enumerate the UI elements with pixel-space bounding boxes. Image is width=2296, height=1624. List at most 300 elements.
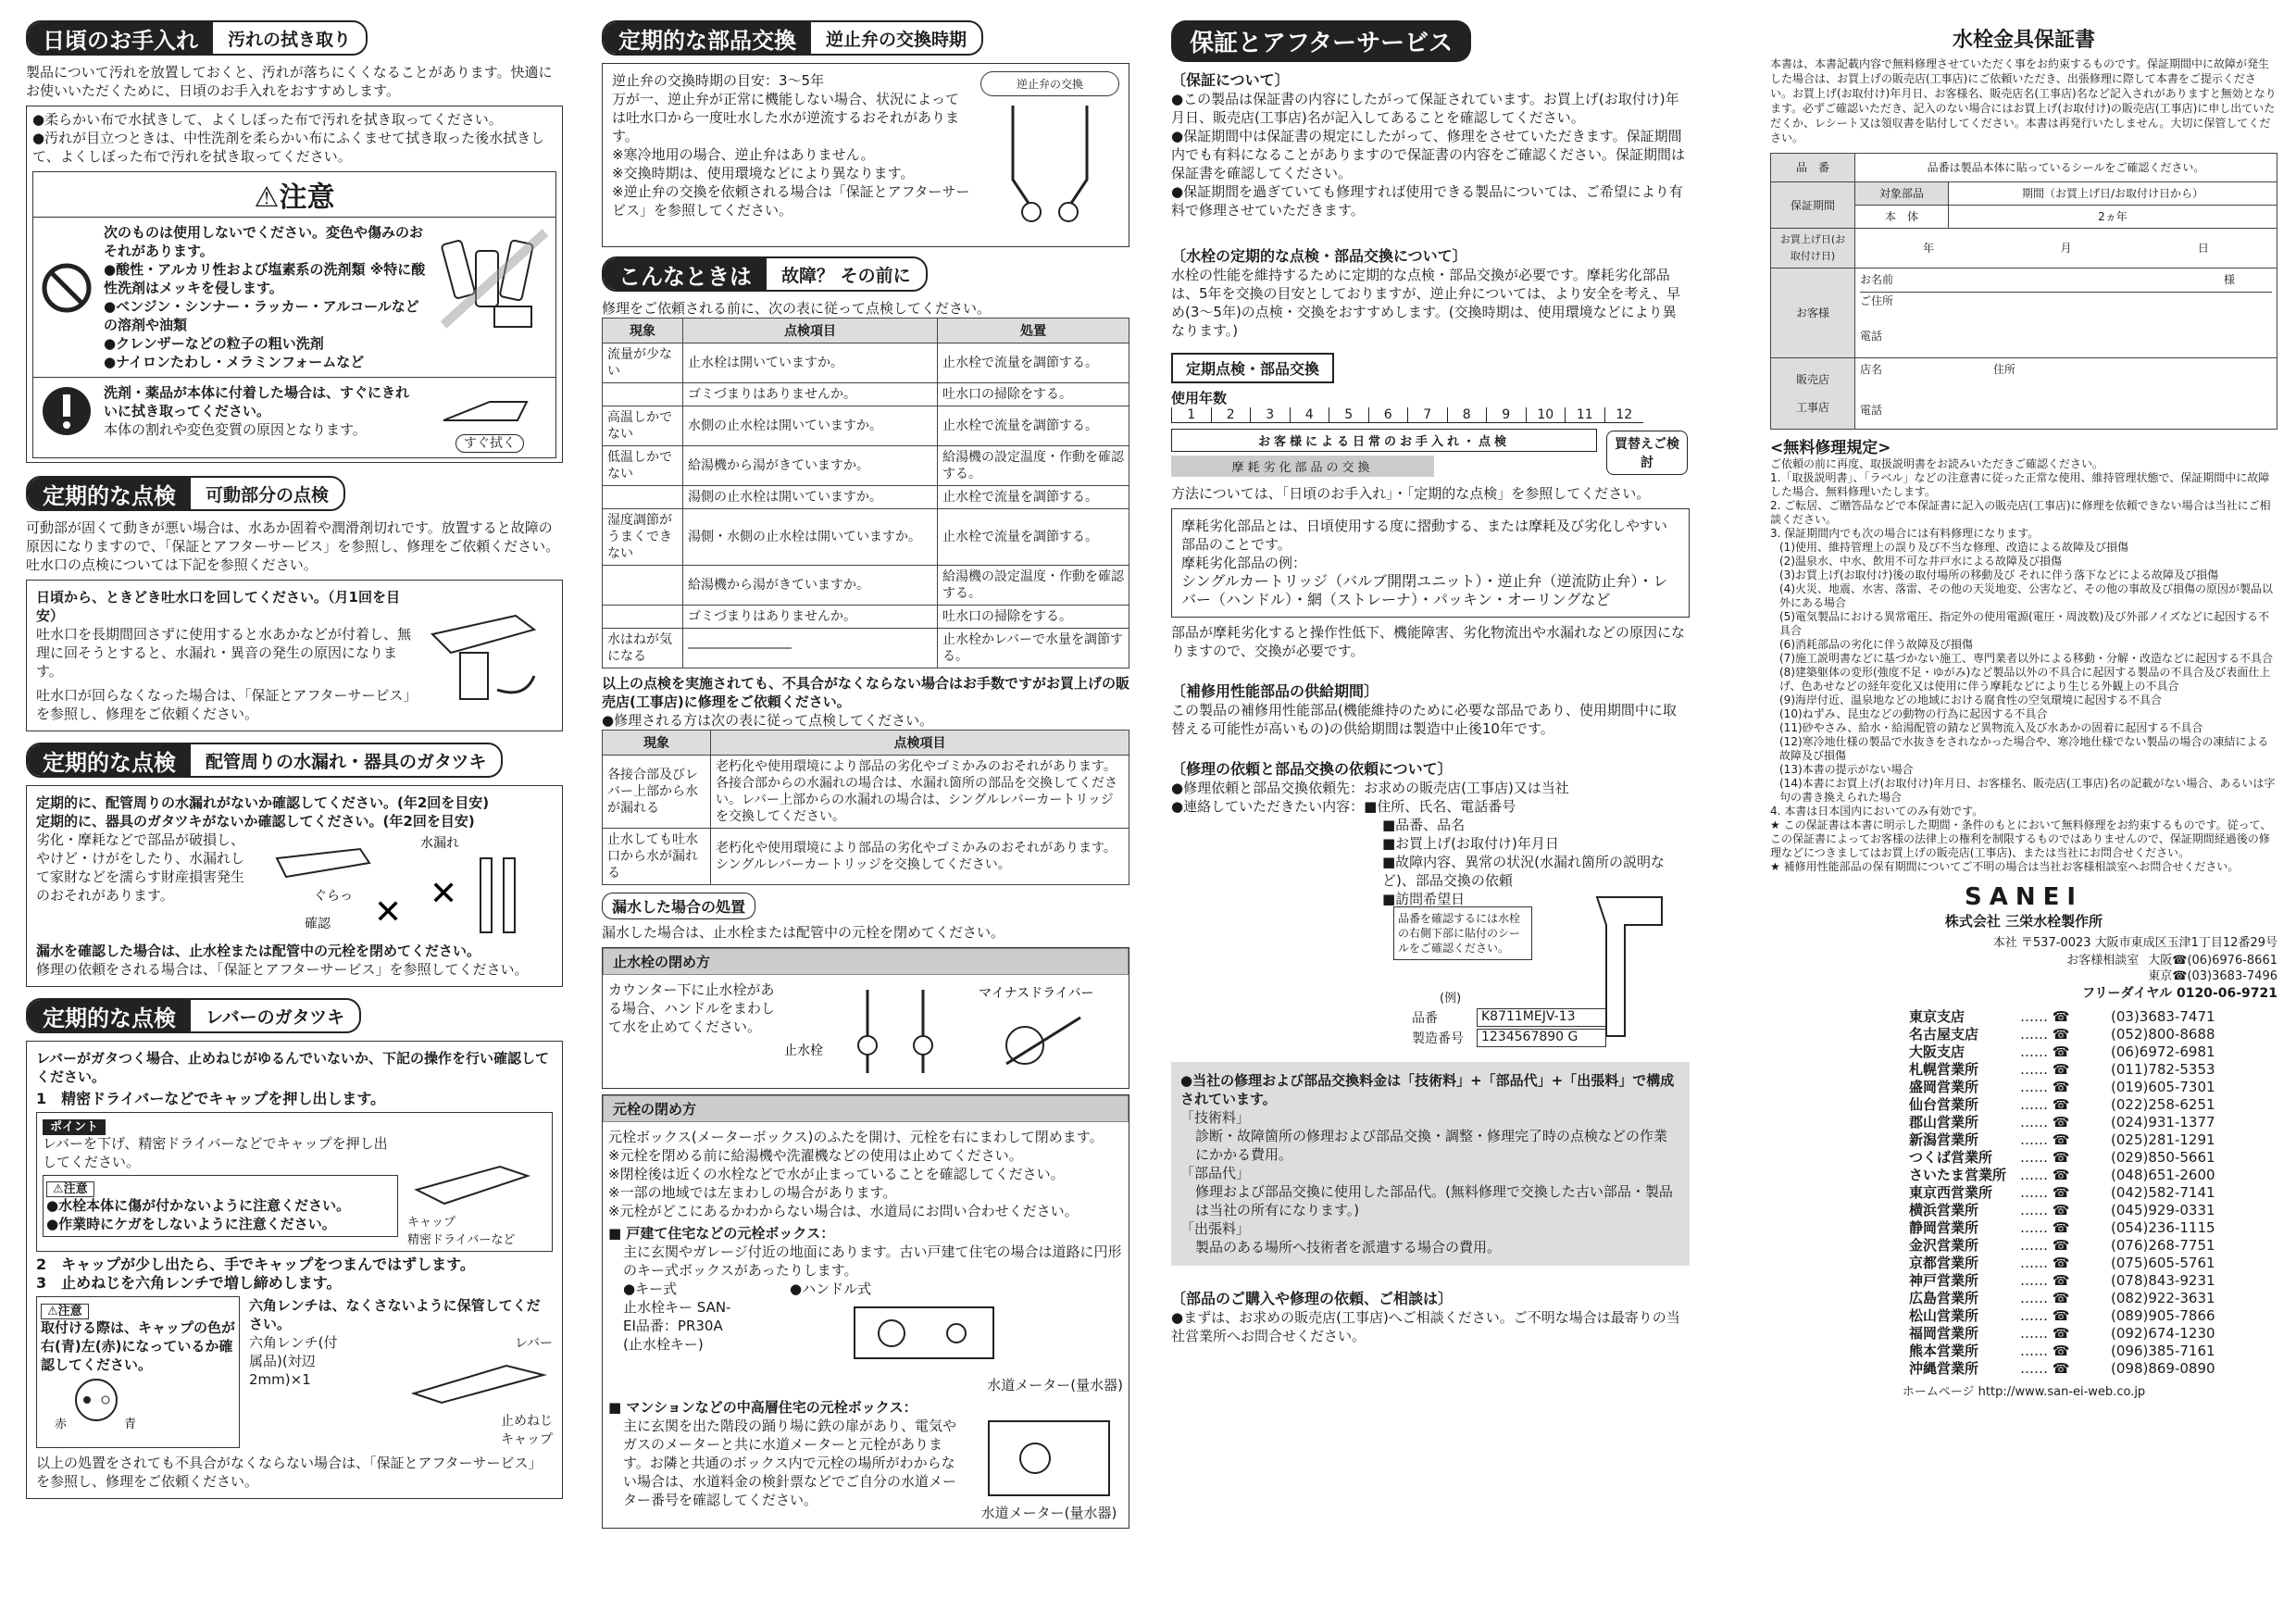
- product-number: K8711MEJV-13: [1477, 1008, 1606, 1027]
- leak-action-text: 漏水を確認した場合は、止水栓または配管中の元栓を閉めてください。: [36, 943, 481, 959]
- stop-valve-label: 止水栓: [784, 1043, 823, 1058]
- stop-valve-title: 止水栓の閉め方: [603, 948, 1129, 975]
- customer-service-label: お客様相談室: [2066, 954, 2140, 968]
- free-repair-item: (7)施工説明書などに基づかない施工、専門業者以外による移動・分解・改造などに起因する不具合: [1779, 652, 2274, 665]
- office-row: [1909, 1114, 2277, 1131]
- office-list: [1909, 1008, 2277, 1378]
- prohibited-icon: [39, 260, 94, 316]
- column-3: [1171, 20, 1690, 1345]
- table-cell: 吐水口の掃除をする。: [938, 606, 1129, 629]
- form-value: 期間（お買上げ日/お取付け日から）: [1949, 182, 2277, 206]
- cap-label: キャップ: [501, 1432, 553, 1447]
- fee-structure-title: ●当社の修理および部品交換料金は「技術料」+「部品代」+「出張料」で構成されています。: [1180, 1072, 1675, 1107]
- phone-icon: …… ☎: [2020, 1325, 2070, 1342]
- phone-icon: …… ☎: [2020, 1343, 2070, 1359]
- office-row: [1909, 1290, 2277, 1307]
- faucet-label-illustration: [1588, 888, 1680, 1045]
- repair-request-heading: 〔修理の依頼と部品交換の依頼について〕: [1171, 760, 1453, 778]
- no-mark-icon: ✕: [430, 875, 458, 913]
- bullet-wipe: ●柔らかい布で水拭きして、よくしぼった布で汚れを拭き取ってください。: [32, 111, 503, 128]
- table-cell: ゴミづまりはありませんか。: [683, 383, 938, 406]
- table-cell: 湯側の止水栓は開いていますか。: [683, 486, 938, 509]
- form-value: 品番は製品本体に貼っているシールをご確認ください。: [1855, 154, 2277, 182]
- office-name: 仙台営業所: [1909, 1096, 1979, 1113]
- section-header-piping: [26, 743, 503, 778]
- office-phone: (076)268-7751: [2111, 1237, 2215, 1254]
- handle-type-label: ●ハンドル式: [790, 1280, 872, 1297]
- office-row: [1909, 1343, 2277, 1360]
- free-repair-item: (12)寒冷地仕様の製品で水抜きをされなかった場合や、寒冷地仕様でない製品の場合の凍結による故障及び損傷: [1779, 735, 2269, 762]
- table-header: 現象: [603, 319, 683, 344]
- phone-icon: …… ☎: [2020, 1149, 2070, 1166]
- free-repair-title: <無料修理規定>: [1770, 439, 1891, 457]
- caution-item: ●ナイロンたわし・メラミンフォームなど: [104, 354, 365, 370]
- driver-label: 精密ドライバーなど: [407, 1233, 516, 1247]
- quick-wipe-label: すぐ拭く: [455, 434, 524, 453]
- table-row: [603, 446, 1129, 486]
- table-cell: 止水栓で流量を調節する。: [938, 406, 1129, 446]
- apartment-meter-illustration: [975, 1417, 1123, 1522]
- caution-item: ●ベンジン・シンナー・ラッカー・アルコールなどの溶剤や油類: [104, 298, 419, 333]
- fee-text: 診断・故障箇所の修理および部品交換・調整・修理完了時の点検などの作業にかかる費用。: [1195, 1128, 1668, 1163]
- repair-info-item: ●連絡していただきたい内容：■住所、氏名、電話番号: [1171, 798, 1516, 815]
- office-phone: (024)931-1377: [2111, 1114, 2215, 1131]
- office-name: 熊本営業所: [1909, 1343, 1979, 1359]
- tel-label: 電話: [1860, 330, 1883, 343]
- section-header-lever: [26, 998, 361, 1033]
- cs-osaka-phone: 大阪☎(06)6976-8661: [2148, 954, 2277, 968]
- product-number-label: 品番: [1412, 1011, 1438, 1026]
- daily-care-box: [26, 106, 563, 463]
- phone-icon: …… ☎: [2020, 1008, 2070, 1025]
- main-valve-note: ※閉栓後は近くの水栓などで水が止まっていることを確認してください。: [608, 1166, 1065, 1182]
- lever-step-3: 3 止めねじを六角レンチで増し締めします。: [36, 1274, 342, 1292]
- section-subtitle: 汚れの拭き取り: [228, 29, 352, 50]
- section-header-check-valve: [602, 20, 983, 56]
- check-valve-text: 万が一、逆止弁が正常に機能しない場合、状況によっては吐水口から一度吐水した水が逆流するおそれがあります。: [612, 91, 960, 144]
- table-cell: 老朽化や使用環境により部品の劣化やゴミかみのおそれがあります。シングルレバーカートリッジを交換してください。: [711, 829, 1129, 885]
- warranty-item: ●保証期間中は保証書の規定にしたがって、修理をさせていただきます。保証期間内でも有料になることがありますので保証書の内容をご確認ください。保証期間は保証書を確認してください。: [1171, 128, 1686, 181]
- table-cell: 湯側・水側の止水栓は開いていますか。: [683, 509, 938, 566]
- stop-valve-illustration: [784, 981, 1117, 1082]
- phone-icon: …… ☎: [2020, 1184, 2070, 1201]
- lever-end-text: 以上の処置をされても不具合がなくならない場合は、「保証とアフターサービス」を参照し、修理をご依頼ください。: [36, 1455, 543, 1490]
- lever-caution-item: ●作業時にケガをしないように注意ください。: [46, 1216, 336, 1232]
- piping-check-2: 定期的に、器具のガタツキがないか確認してください。(年2回を目安): [36, 813, 475, 830]
- piping-check-1: 定期的に、配管周りの水漏れがないか確認してください。(年2回を目安): [36, 794, 490, 811]
- table-row: [603, 383, 1129, 406]
- spout-rotation-text: 吐水口を長期間回さずに使用すると水あかなどが付着し、無理に回そうとすると、水漏れ・異音の発生の原因になります。: [36, 626, 412, 680]
- warranty-service-title: 保証とアフターサービス: [1171, 20, 1471, 62]
- section-title: こんなときは: [604, 258, 767, 290]
- office-row: [1909, 1131, 2277, 1149]
- customer-field[interactable]: [1855, 269, 2277, 358]
- table-cell: 止水栓かレバーで水量を調節する。: [938, 629, 1129, 668]
- year-tick: 2: [1211, 407, 1251, 422]
- point-text: レバーを下げ、精密ドライバーなどでキャップを押し出してください。: [43, 1135, 388, 1170]
- phone-icon: …… ☎: [2020, 1290, 2070, 1306]
- free-repair-item: ★ 補修用性能部品の保有期間についてご不明の場合は当社お客様相談室へお問合せください。: [1770, 860, 2240, 873]
- table-cell: [603, 606, 683, 629]
- free-repair-item: (11)砂やさみ、給水・給湯配管の錆など異物流入及び水あかの固着に起因する不具合: [1779, 721, 2203, 734]
- section-header-moving-parts: [26, 476, 345, 511]
- office-phone: (089)905-7866: [2111, 1307, 2215, 1324]
- stop-valve-box: [602, 947, 1129, 1089]
- maintenance-heading: 〔水栓の定期的な点検・部品交換について〕: [1171, 247, 1467, 265]
- year-tick: 12: [1604, 407, 1644, 422]
- column-4: [1770, 24, 2277, 1402]
- office-name: 静岡営業所: [1909, 1219, 1979, 1236]
- check-label: 確認: [305, 917, 331, 931]
- check-valve-tag: 逆止弁の交換: [980, 71, 1119, 96]
- point-label: ポイント: [43, 1119, 106, 1135]
- office-name: 東京支店: [1909, 1008, 1965, 1025]
- office-phone: (025)281-1291: [2111, 1131, 2215, 1148]
- table-cell: 流量が少ない: [603, 344, 683, 383]
- day-label: 日: [2197, 242, 2209, 255]
- lever-box: [26, 1041, 563, 1499]
- shop-address-label: 住所: [1993, 363, 2016, 376]
- office-phone: (011)782-5353: [2111, 1061, 2215, 1078]
- table-cell: ゴミづまりはありませんか。: [683, 606, 938, 629]
- office-phone: (022)258-6251: [2111, 1096, 2215, 1113]
- contact-text: ●まずは、お求めの販売店(工事店)へご相談ください。ご不明な場合は最寄りの当社営業所へお問合せください。: [1171, 1309, 1680, 1344]
- section-subtitle: 故障？ その前に: [781, 265, 911, 286]
- table-row: [603, 606, 1129, 629]
- shop-label: 販売店: [1795, 373, 1829, 386]
- main-valve-note: ※一部の地域では左まわしの場合があります。: [608, 1184, 897, 1201]
- form-value: 本 体: [1855, 206, 1949, 229]
- office-name: 神戸営業所: [1909, 1272, 1979, 1289]
- year-tick: 11: [1565, 407, 1604, 422]
- free-repair-item: (2)温泉水、中水、飲用不可な井戸水による故障及び損傷: [1779, 555, 2063, 568]
- table-row: [603, 509, 1129, 566]
- year-tick: 10: [1526, 407, 1566, 422]
- repair-info-item: ■訪問希望日: [1382, 891, 1466, 907]
- caution-lead: 次のものは使用しないでください。変色や傷みのおそれがあります。: [104, 224, 424, 259]
- check-valve-note: ※交換時期は、使用環境などにより異なります。: [612, 165, 915, 181]
- free-repair-item: 3. 保証期間内でも次の場合には有料修理になります。: [1770, 527, 2040, 540]
- fee-text: 製品のある場所へ技術者を派遣する場合の費用。: [1195, 1239, 1502, 1255]
- free-repair-item: (1)使用、維持管理上の誤り及び不当な修理、改造による故障及び損傷: [1779, 541, 2129, 554]
- hex-wrench-label: 六角レンチ(付属品)(対辺2mm)×1: [249, 1334, 338, 1388]
- table-cell: 止水栓で流量を調節する。: [938, 344, 1129, 383]
- fee-label: 「出張料」: [1180, 1220, 1251, 1237]
- free-dial: フリーダイヤル 0120-06-9721: [2082, 986, 2277, 1001]
- daily-care-bar: お客様による日常のお手入れ・点検: [1171, 429, 1597, 452]
- year-tick: 8: [1447, 407, 1487, 422]
- cap-color-caution: ⚠注意 取付ける際は、キャップの色が右(青)左(赤)になっているか確認してください。 赤 青: [36, 1296, 240, 1448]
- office-phone: (075)605-5761: [2111, 1255, 2215, 1271]
- office-name: 京都営業所: [1909, 1255, 1979, 1271]
- warranty-form: [1770, 153, 2277, 430]
- table-header: 点検項目: [711, 731, 1129, 756]
- lever-point-box: [36, 1112, 553, 1252]
- office-name: つくば営業所: [1909, 1149, 1993, 1166]
- meter-box-illustration: [790, 1298, 1067, 1372]
- apartment-box-text: 主に玄関を出た階段の踊り場に鉄の扉があり、電気やガスのメーターと共に水道メーターと元栓があります。お隣と共通のボックス内で元栓の場所がわからない場合は、水道料金の検針票などでご自分の水道メーター番号を確認してください。: [623, 1418, 957, 1508]
- table-cell: 低温しかでない: [603, 446, 683, 486]
- free-repair-item: (13)本書の提示がない場合: [1779, 763, 1914, 776]
- faucet-wipe-illustration: [430, 383, 550, 452]
- apartment-box-title: ■ マンションなどの中高層住宅の元栓ボックス：: [608, 1399, 917, 1416]
- piping-risk-text: 劣化・摩耗などで部品が破損し、やけど・けがをしたり、水漏れして家財などを濡らす財産損害発生のおそれがあります。: [36, 831, 245, 904]
- hex-wrench-info: [249, 1296, 553, 1448]
- free-repair-item: (8)建築躯体の変形(強度不足・ゆがみ)など製品以外の不具合に起因する製品の不具合及び表面仕上げ、色あせなどの経年変化又は使用に伴う摩耗などにより生じる外観上の不具合: [1779, 666, 2271, 693]
- year-tick: 7: [1407, 407, 1447, 422]
- office-name: 大阪支店: [1909, 1043, 1965, 1060]
- phone-icon: …… ☎: [2020, 1272, 2070, 1289]
- section-subtitle: 逆止弁の交換時期: [826, 29, 967, 50]
- replacement-label: 買替えご検討: [1606, 431, 1688, 475]
- free-repair-item: ★ この保証書は本書に明示した期間・条件のもとにおいて無料修理をお約束するものです。従って、この保証書によってお客様の法律上の権利を制限するものではありませんので、保証期間経過後の修理などにつきましてはお買上げの販売店(工事店)、または当社にお問合せください。: [1770, 818, 2272, 859]
- table-cell: 吐水口の掃除をする。: [938, 383, 1129, 406]
- section-header-daily-care: [26, 20, 368, 56]
- leak-section-intro: 漏水した場合は、止水栓または配管中の元栓を閉めてください。: [602, 924, 1005, 941]
- office-name: 盛岡営業所: [1909, 1079, 1979, 1095]
- section-title: 日頃のお手入れ: [28, 22, 213, 54]
- daily-care-intro: 製品について汚れを放置しておくと、汚れが落ちにくくなることがあります。快適にお使いいただくために、日頃のお手入れをおすすめします。: [26, 64, 553, 99]
- office-phone: (045)929-0331: [2111, 1202, 2215, 1218]
- house-box-text: 主に玄関やガレージ付近の地面にあります。古い戸建て住宅の場合は道路に円形のキー式ボックスがあったりします。: [623, 1243, 1122, 1279]
- section-title: 定期的な部品交換: [604, 22, 811, 54]
- table-row: [603, 629, 1129, 668]
- office-row: [1909, 1272, 2277, 1290]
- office-row: [1909, 1079, 2277, 1096]
- office-phone: (019)605-7301: [2111, 1079, 2215, 1095]
- wear-parts-list: シングルカートリッジ（バルブ開閉ユニット）・逆止弁（逆流防止弁）・レバー（ハンドル）・網（ストレーナ）・パッキン・オーリングなど: [1181, 572, 1668, 608]
- free-repair-item: 2. ご転居、ご贈答品などで本保証書に記入の販売店(工事店)に修理を依頼できない場合は当社にご相談ください。: [1770, 499, 2271, 526]
- table-header: 現象: [603, 731, 711, 756]
- mandatory-icon: [39, 383, 94, 439]
- troubleshoot-intro: 修理をご依頼される前に、次の表に従って点検してください。: [602, 300, 992, 317]
- table-header: 点検項目: [683, 319, 938, 344]
- wear-parts-definition: 摩耗劣化部品とは、日頃使用する度に摺動する、または摩耗及び劣化しやすい部品のことです。: [1181, 518, 1668, 553]
- form-label: お客様: [1771, 269, 1855, 358]
- main-valve-text: 元栓ボックス(メーターボックス)のふたを開け、元栓を右にまわして閉めます。: [608, 1129, 1104, 1145]
- office-row: [1909, 1307, 2277, 1325]
- office-row: [1909, 1043, 2277, 1061]
- check-valve-box: [602, 63, 1129, 247]
- wear-parts-example-label: 摩耗劣化部品の例：: [1181, 555, 1307, 571]
- fee-structure-box: [1171, 1062, 1690, 1266]
- repair-request-text: 修理の依頼をされる場合は、「保証とアフターサービス」を参照してください。: [36, 961, 529, 978]
- table-cell: 給湯機から湯がきていますか。: [683, 566, 938, 606]
- phone-icon: …… ☎: [2020, 1219, 2070, 1236]
- warranty-item: ●この製品は保証書の内容にしたがって保証されています。お買上げ(お取付け)年月日、販売店(工事店)名が記入してあることを確認してください。: [1171, 91, 1679, 126]
- schedule-title: 定期点検・部品交換: [1171, 353, 1334, 383]
- office-phone: (096)385-7161: [2111, 1343, 2215, 1359]
- table-cell: 各接合部及びレバー上部から水が漏れる: [603, 756, 711, 829]
- office-row: [1909, 1360, 2277, 1378]
- section-title: 定期的な点検: [28, 478, 191, 509]
- repair-info-item: ■品番、品名: [1382, 817, 1466, 833]
- maintenance-text: 水栓の性能を維持するために定期的な点検・部品交換が必要です。摩耗劣化部品は、5年を交換の目安としておりますが、逆止弁については、より安全を考え、早め(3〜5年)の点検・交換をおすすめします。(交換時期は、使用環境などにより異なります。): [1171, 267, 1681, 339]
- purchase-date-field[interactable]: [1855, 229, 2277, 269]
- table-row: [603, 406, 1129, 446]
- table-cell: 老朽化や使用環境により部品の劣化やゴミかみのおそれがあります。各接合部からの水漏れの場合は、水漏れ箇所の部品を交換してください。レバー上部からの水漏れの場合は、シングルレバーカートリッジを交換してください。: [711, 756, 1129, 829]
- main-valve-note: ※元栓がどこにあるかわからない場合は、水道局にお問い合わせください。: [608, 1203, 1079, 1219]
- main-valve-box: [602, 1094, 1129, 1529]
- fee-label: 「技術料」: [1180, 1109, 1251, 1126]
- shop-name-label: 店名: [1860, 363, 1883, 376]
- office-name: 金沢営業所: [1909, 1237, 1979, 1254]
- shop-field[interactable]: [1855, 358, 2277, 430]
- office-name: 札幌営業所: [1909, 1061, 1979, 1078]
- office-name: 名古屋支店: [1909, 1026, 1979, 1043]
- lever-step-2: 2 キャップが少し出たら、手でキャップをつまんではずします。: [36, 1255, 475, 1273]
- table-cell: 水側の止水栓は開いていますか。: [683, 406, 938, 446]
- form-label: [1771, 358, 1855, 430]
- office-row: [1909, 1202, 2277, 1219]
- lever-step-1: 1 精密ドライバーなどでキャップを押し出します。: [36, 1090, 386, 1107]
- example-label: (例): [1440, 992, 1462, 1006]
- form-label: 保証期間: [1771, 182, 1855, 229]
- table-cell: 高温しかでない: [603, 406, 683, 446]
- installer-label: 工事店: [1795, 401, 1829, 414]
- office-row: [1909, 1219, 2277, 1237]
- address-label: ご住所: [1860, 292, 2272, 309]
- lever-caution-item: ●水栓本体に傷が付かないように注意ください。: [46, 1197, 351, 1214]
- form-label: お買上げ日(お取付け日): [1771, 229, 1855, 269]
- section-header-troubleshoot: [602, 256, 928, 292]
- office-name: 福岡営業所: [1909, 1325, 1979, 1342]
- supply-period-heading: 〔補修用性能部品の供給期間〕: [1171, 682, 1379, 700]
- column-1: [26, 20, 563, 1505]
- office-row: [1909, 1167, 2277, 1184]
- office-row: [1909, 1237, 2277, 1255]
- table-header: 処置: [938, 319, 1129, 344]
- red-label: 赤: [55, 1418, 68, 1430]
- stop-valve-text: カウンター下に止水栓がある場合、ハンドルをまわして水を止めてください。: [608, 981, 776, 1035]
- phone-icon: …… ☎: [2020, 1026, 2070, 1043]
- year-tick: 5: [1329, 407, 1368, 422]
- free-repair-list: [1770, 471, 2277, 874]
- homepage-url[interactable]: ホームページ http://www.san-ei-web.co.jp: [1902, 1385, 2146, 1399]
- lever-label: レバー: [514, 1336, 553, 1351]
- table-row: [603, 566, 1129, 606]
- wear-parts-box: [1171, 508, 1690, 618]
- tel-label: 電話: [1860, 404, 1883, 417]
- caution-wipe: [32, 378, 556, 458]
- leak-label: 水漏れ: [420, 836, 459, 851]
- moving-parts-text: 可動部が固くて動きが悪い場合は、水あか固着や潤滑剤切れです。放置すると故障の原因になりますので、「保証とアフターサービス」を参照し、修理をご依頼ください。吐水口の点検については下記を参照ください。: [26, 519, 560, 573]
- office-name: 東京西営業所: [1909, 1184, 1993, 1201]
- meter-label: 水道メーター(量水器): [987, 1377, 1123, 1393]
- office-phone: (082)922-3631: [2111, 1290, 2215, 1306]
- cs-tokyo-phone: 東京☎(03)3683-7496: [2148, 969, 2277, 983]
- screw-label: 止めねじ: [501, 1414, 553, 1429]
- table-cell: 水はねが気になる: [603, 629, 683, 668]
- table-cell: 給湯機の設定温度・作動を確認する。: [938, 446, 1129, 486]
- table-row: [603, 344, 1129, 383]
- piping-box: [26, 785, 563, 987]
- section-title: 定期的な点検: [28, 744, 191, 776]
- leak-section-title: 漏水した場合の処置: [602, 893, 755, 919]
- blue-label: 青: [124, 1418, 137, 1430]
- spout-rotation-note: 吐水口が回らなくなった場合は、「保証とアフターサービス」を参照し、修理をご依頼ください。: [36, 687, 410, 722]
- office-name: 新潟営業所: [1909, 1131, 1979, 1148]
- free-repair-item: (14)本書にお買上げ(お取付け)年月日、お客様名、販売店(工事店)名の記載がない場合、あるいは字句の書き換えられた場合: [1779, 777, 2276, 804]
- company-name: 株式会社 三栄水栓製作所: [1944, 913, 2103, 930]
- main-valve-title: 元栓の閉め方: [603, 1095, 1129, 1122]
- year-tick: 9: [1486, 407, 1526, 422]
- years-axis: [1171, 407, 1643, 423]
- free-repair-item: (6)消耗部品の劣化に伴う故障及び損傷: [1779, 638, 1973, 651]
- bullet-detergent: ●汚れが目立つときは、中性洗剤を柔らかい布にふくませて拭き取った後水拭きして、よくしぼった布で汚れを拭き取ってください。: [32, 130, 545, 165]
- year-tick: 4: [1290, 407, 1329, 422]
- office-phone: (092)674-1230: [2111, 1325, 2215, 1342]
- phone-icon: …… ☎: [2020, 1167, 2070, 1183]
- stop-key-info: 止水栓キー SAN-EI品番：PR30A (止水栓キー): [623, 1299, 731, 1353]
- office-name: 広島営業所: [1909, 1290, 1979, 1306]
- phone-icon: …… ☎: [2020, 1114, 2070, 1131]
- phone-icon: …… ☎: [2020, 1202, 2070, 1218]
- minus-driver-label: マイナスドライバー: [979, 986, 1094, 1001]
- caution-wipe-text: 洗剤・薬品が本体に付着した場合は、すぐにきれいに拭き取ってください。: [104, 384, 410, 419]
- phone-icon: …… ☎: [2020, 1043, 2070, 1060]
- warranty-item: ●保証期間を過ぎていても修理すれば使用できる製品については、ご希望により有料で修理させていただきます。: [1171, 183, 1683, 219]
- phone-icon: …… ☎: [2020, 1079, 2070, 1095]
- detergent-bottles-illustration: [439, 223, 550, 334]
- form-label: 品 番: [1771, 154, 1855, 182]
- phone-icon: …… ☎: [2020, 1061, 2070, 1078]
- repair-table: [602, 730, 1129, 885]
- spout-rotation-box: [26, 580, 563, 731]
- free-repair-item: (10)ねずみ、昆虫などの動物の行為に起因する不具合: [1779, 707, 2048, 720]
- office-phone: (03)3683-7471: [2111, 1008, 2215, 1025]
- free-repair-item: 4. 本書は日本国内においてのみ有効です。: [1770, 805, 1984, 818]
- wobble-label: ぐらっ: [314, 889, 353, 904]
- office-phone: (029)850-5661: [2111, 1149, 2215, 1166]
- free-repair-intro: ご依頼の前に再度、取扱説明書をお読みいただきご確認ください。: [1770, 457, 2104, 470]
- free-repair-item: (3)お買上げ(お取付け)後の取付場所の移動及び それに伴う落下などによる故障及び損傷: [1779, 568, 2219, 581]
- table-row: [603, 756, 1129, 829]
- check-valve-illustration: [980, 71, 1119, 239]
- repairer-intro: ●修理される方は次の表に従って点検してください。: [602, 712, 934, 729]
- office-phone: (06)6972-6981: [2111, 1043, 2215, 1060]
- spout-rotation-title: 日頃から、ときどき吐水口を回してください。（月1回を目安）: [36, 589, 400, 624]
- free-repair-item: 1.「取扱説明書」、「ラベル」などの注意書に従った正常な使用、維持管理状態で、保証期間中に故障した場合、無料修理いたします。: [1770, 471, 2270, 498]
- office-name: 郡山営業所: [1909, 1114, 1979, 1131]
- phone-icon: …… ☎: [2020, 1360, 2070, 1377]
- table-cell: 湿度調節がうまくできない: [603, 509, 683, 566]
- headquarters-address: 本社 〒537-0023 大阪市東成区玉津1丁目12番29号: [1992, 936, 2277, 950]
- section-title: 定期的な点検: [28, 1000, 191, 1031]
- office-name: 松山営業所: [1909, 1307, 1979, 1324]
- faucet-rotate-illustration: [423, 588, 553, 708]
- caution-item: ●クレンザーなどの粒子の粗い洗剤: [104, 335, 324, 352]
- cap-color-icon: [41, 1374, 152, 1430]
- table-row: [603, 829, 1129, 885]
- caution-item: ●酸性・アルカリ性および塩素系の洗剤類 ※特に酸性洗剤はメッキを侵します。: [104, 261, 426, 296]
- cap-color-text: 取付ける際は、キャップの色が右(青)左(赤)になっているか確認してください。: [41, 1319, 236, 1373]
- check-valve-interval: 逆止弁の交換時期の目安：3〜5年: [612, 72, 825, 89]
- phone-icon: …… ☎: [2020, 1237, 2070, 1254]
- table-cell: 止水栓で流量を調節する。: [938, 509, 1129, 566]
- office-row: [1909, 1061, 2277, 1079]
- free-repair-item: (4)火災、地震、水害、落雷、その他の天災地変、公害など、その他の事故及び損傷の原因が製品以外にある場合: [1779, 582, 2274, 609]
- section-subtitle: 可動部分の点検: [206, 484, 330, 506]
- table-cell: 給湯機から湯がきていますか。: [683, 446, 938, 486]
- warranty-heading: 〔保証について〕: [1171, 71, 1290, 89]
- table-cell: 給湯機の設定温度・作動を確認する。: [938, 566, 1129, 606]
- check-valve-note: ※逆止弁の交換を依頼される場合は「保証とアフターサービス」を参照してください。: [612, 183, 970, 219]
- sama-label: 様: [2223, 273, 2235, 286]
- fee-text: 修理および部品交換に使用した部品代。(無料修理で交換した古い部品・製品は当社の所有になります。): [1195, 1183, 1673, 1218]
- office-row: [1909, 1184, 2277, 1202]
- key-type-label: ●キー式: [623, 1280, 678, 1297]
